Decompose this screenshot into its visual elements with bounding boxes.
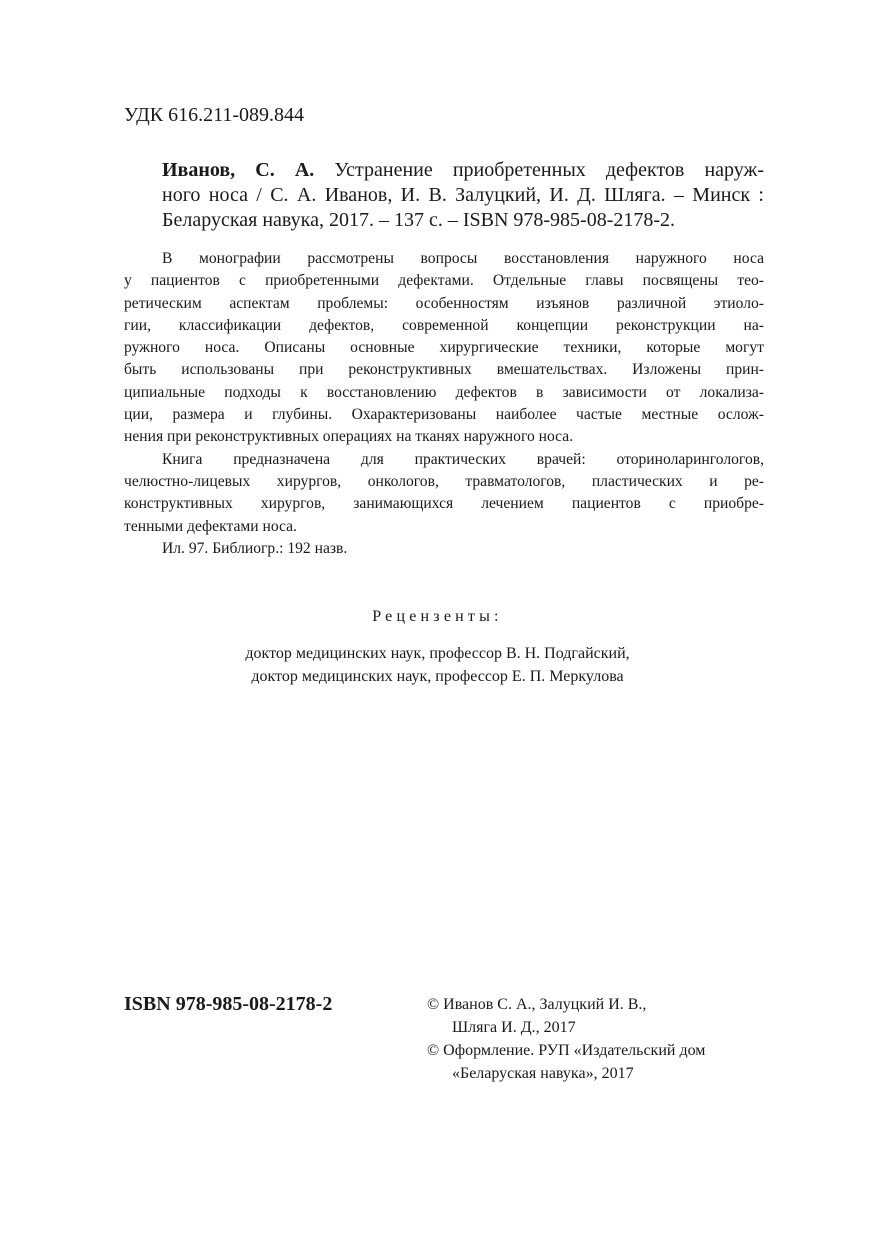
abstract-line: ружного носа. Описаны основные хирургические техники, которые могут	[124, 339, 764, 357]
abstract-line: Ил. 97. Библиогр.: 192 назв.	[162, 539, 348, 557]
abstract-line: В монографии рассмотрены вопросы восстановления наружного носа	[162, 250, 764, 267]
reviewer-2: доктор медицинских наук, профессор Е. П. Меркулова	[251, 668, 624, 685]
biblio-line-3: Беларуская навука, 2017. – 137 с. – ISBN 978-985-08-2178-2.	[162, 209, 676, 231]
abstract-line: у пациентов с приобретенными дефектами. Отдельные главы посвящены тео-	[124, 272, 764, 290]
abstract-line: ретическим аспектам проблемы: особенностям изъянов различной этиоло-	[124, 294, 764, 312]
biblio-title: Устранение приобретенных дефектов наруж-	[314, 159, 764, 181]
abstract-line: конструктивных хирургов, занимающихся лечением пациентов с приобре-	[124, 495, 764, 513]
abstract-line: ции, размера и глубины. Охарактеризованы наиболее частые местные ослож-	[124, 406, 764, 424]
abstract	[124, 248, 764, 560]
reviewers-title: Рецензенты:	[372, 608, 503, 625]
abstract-line: челюстно-лицевых хирургов, онкологов, травматологов, пластических и ре-	[124, 472, 764, 490]
copyright-line: © Иванов С. А., Залуцкий И. В.,	[427, 996, 647, 1013]
bibliographic-record	[162, 158, 764, 233]
abstract-line: гии, классификации дефектов, современной концепции реконструкции на-	[124, 316, 764, 334]
biblio-line-2: ного носа / С. А. Иванов, И. В. Залуцкий, И. Д. Шляга. – Минск :	[162, 184, 764, 206]
abstract-line: тенными дефектами носа.	[124, 517, 297, 535]
abstract-line: Книга предназначена для практических врачей: оториноларингологов,	[162, 450, 764, 468]
isbn: ISBN 978-985-08-2178-2	[124, 993, 333, 1015]
reviewer-1: доктор медицинских наук, профессор В. Н. Подгайский,	[245, 645, 630, 662]
abstract-line: быть использованы при реконструктивных вмешательствах. Изложены прин-	[124, 361, 764, 379]
abstract-line: ципиальные подходы к восстановлению дефектов в зависимости от локализа-	[124, 383, 764, 401]
copyright-line: Шляга И. Д., 2017	[452, 1019, 576, 1036]
udk-code: УДК 616.211-089.844	[124, 104, 305, 126]
biblio-author: Иванов, С. А.	[162, 159, 315, 181]
copyright-line: © Оформление. РУП «Издательский дом	[427, 1042, 706, 1059]
abstract-line: нения при реконструктивных операциях на тканях наружного носа.	[124, 428, 574, 446]
biblio-line-1	[162, 158, 764, 183]
copyright-line: «Беларуская навука», 2017	[452, 1065, 634, 1082]
